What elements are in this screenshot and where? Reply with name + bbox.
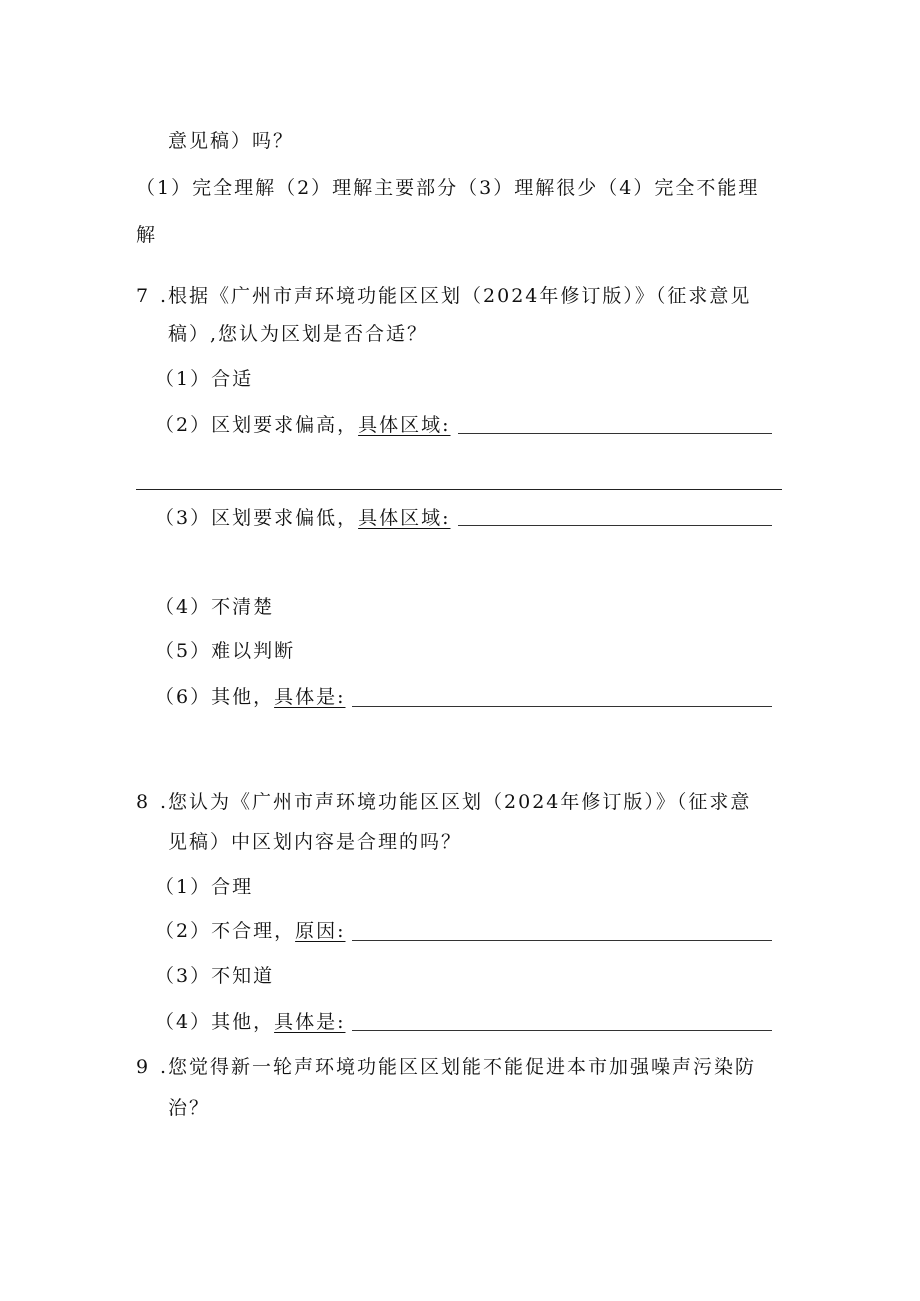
q7-option-3[interactable] [155,505,451,531]
section-divider [136,489,782,490]
q7-option-1[interactable]: （1）合适 [155,368,254,390]
q7-option-6[interactable] [155,684,346,710]
q7-option-3-label: （3）区划要求偏低， [155,507,359,529]
q7-option-6-label: （6）其他， [155,686,275,708]
q8-option-2-label: （2）不合理， [155,920,296,942]
q7-option-3-answer-field[interactable] [458,525,772,526]
q7-question-text: .根据《广州市声环境功能区区划（2024年修订版）》（征求意见 [160,285,752,307]
q8-option-1[interactable]: （1）合理 [155,876,254,898]
q9-number: 9 [136,1056,151,1078]
q9-question-text-wrap: 治？ [168,1097,211,1119]
q7-option-6-field-label: 具体是: [274,686,346,708]
q8-option-4-answer-field[interactable] [352,1030,772,1031]
q8-option-3[interactable]: （3）不知道 [155,965,275,987]
q8-number: 8 [136,791,151,813]
q8-option-4-label: （4）其他， [155,1011,275,1033]
q8-option-2-field-label: 原因: [295,920,346,942]
q8-option-2[interactable] [155,918,346,944]
q7-option-2-label: （2）区划要求偏高， [155,414,359,436]
q6-text-continuation: 意见稿）吗？ [168,130,295,152]
q8-option-4-field-label: 具体是: [274,1011,346,1033]
q6-options-line-wrap: 解 [136,224,158,246]
q8-option-4[interactable] [155,1009,346,1035]
q7-number: 7 [136,285,151,307]
q9-question-text: .您觉得新一轮声环境功能区区划能不能促进本市加强噪声污染防 [160,1056,757,1078]
q7-option-3-field-label: 具体区域: [358,507,451,529]
q8-question-text-wrap: 见稿）中区划内容是合理的吗？ [168,831,463,853]
q7-option-2[interactable] [155,412,451,438]
q8-option-2-answer-field[interactable] [352,940,772,941]
q7-option-6-answer-field[interactable] [352,706,772,707]
q7-option-5[interactable]: （5）难以判断 [155,640,296,662]
q8-question-text: .您认为《广州市声环境功能区区划（2024年修订版）》（征求意 [160,791,752,813]
q6-options-line: （1）完全理解（2）理解主要部分（3）理解很少（4）完全不能理 [136,177,760,199]
q7-option-4[interactable]: （4）不清楚 [155,596,275,618]
q7-option-2-answer-field[interactable] [458,433,772,434]
q7-question-text-wrap: 稿）,您认为区划是否合适？ [168,323,429,345]
q7-option-2-field-label: 具体区域: [358,414,451,436]
